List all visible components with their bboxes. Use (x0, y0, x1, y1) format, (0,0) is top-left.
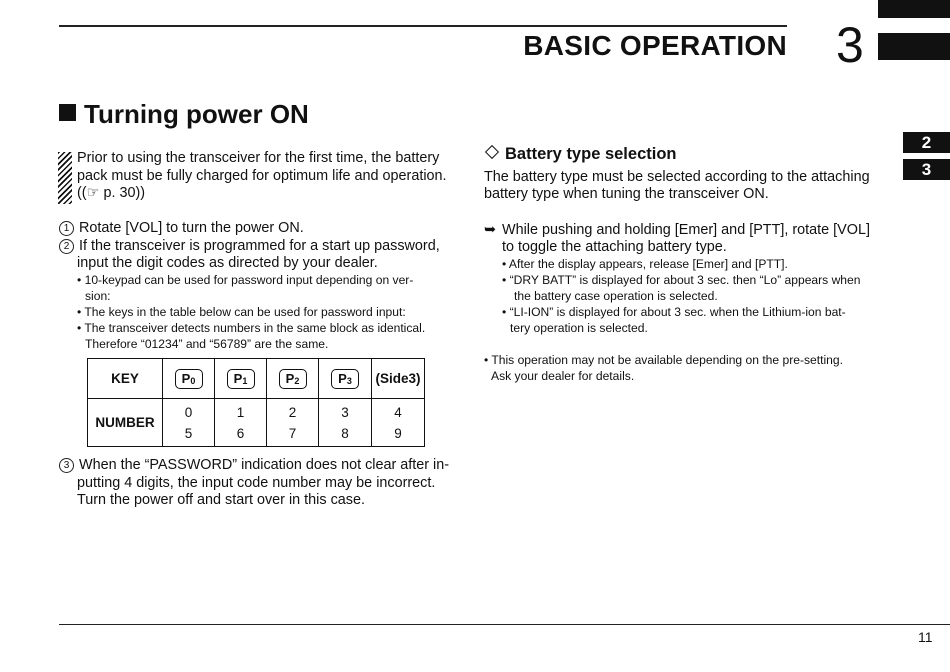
availability-note: Ask your dealer for details. (491, 369, 635, 383)
bullet-line: • The keys in the table below can be used for password input: (77, 305, 406, 319)
diamond-bullet-icon (485, 145, 499, 159)
bullet-line: Therefore “01234” and “56789” are the same. (85, 337, 329, 351)
step-number-icon: 1 (59, 221, 74, 236)
chapter-title: BASIC OPERATION (523, 30, 787, 61)
p0-key-icon: $P_0$ (175, 369, 203, 389)
step-1: 1 Rotate [VOL] to turn the power ON. (59, 220, 304, 238)
key-header: KEY (88, 359, 163, 399)
subsection-title: Battery type selection (484, 145, 676, 164)
section-title: Turning power ON (59, 99, 309, 130)
intro-line: battery type when tuning the transceiver ON. (484, 186, 769, 202)
availability-note: • This operation may not be available depending on the pre-setting. (484, 353, 843, 367)
header-rule (59, 25, 787, 27)
number-cell: 2 7 (267, 399, 319, 447)
instruction-continued: to toggle the attaching battery type. (502, 239, 727, 255)
footer-rule (59, 624, 950, 625)
p3-key-icon: $P_3$ (331, 369, 359, 389)
note-hatch-icon (58, 152, 72, 204)
number-cell: 4 9 (372, 399, 425, 447)
p1-key-icon: $P_1$ (227, 369, 255, 389)
note-line: Prior to using the transceiver for the first time, the battery (77, 150, 440, 166)
p2-key-icon: $P_2$ (279, 369, 307, 389)
corner-tab-bottom (878, 33, 950, 60)
step-3-continued: putting 4 digits, the input code number may be incorrect. (77, 475, 436, 491)
step-2: 2 If the transceiver is programmed for a start up password, (59, 238, 440, 256)
number-header: NUMBER (88, 399, 163, 447)
number-cell: 3 8 (319, 399, 372, 447)
bullet-line: sion: (85, 289, 111, 303)
sub-bullet: the battery case operation is selected. (514, 289, 718, 303)
sub-bullet: • “DRY BATT” is displayed for about 3 sec. then “Lo” appears when (502, 273, 861, 287)
intro-line: The battery type must be selected according to the attaching (484, 169, 870, 185)
sub-bullet: • After the display appears, release [Emer] and [PTT]. (502, 257, 788, 271)
bullet-line: • 10-keypad can be used for password input depending on ver- (77, 273, 414, 287)
step-3-continued: Turn the power off and start over in this case. (77, 492, 365, 508)
page-number: 11 (918, 629, 933, 645)
note-line: pack must be fully charged for optimum life and operation. (77, 168, 447, 184)
number-cell: 0 5 (163, 399, 215, 447)
step-2-continued: input the digit codes as directed by your dealer. (77, 255, 378, 271)
note-page-reference[interactable]: ((☞ p. 30)) (77, 185, 146, 201)
bullet-line: • The transceiver detects numbers in the same block as identical. (77, 321, 426, 335)
side3-key: (Side3) (372, 359, 425, 399)
sub-bullet: tery operation is selected. (510, 321, 648, 335)
step-3: 3 When the “PASSWORD” indication does not clear after in- (59, 457, 449, 475)
chapter-number: 3 (836, 17, 864, 73)
instruction: ➥ While pushing and holding [Emer] and [PTT], rotate [VOL] (484, 222, 870, 238)
side-tab-chapter-2[interactable]: 2 (903, 132, 950, 153)
side-tab-chapter-3[interactable]: 3 (903, 159, 950, 180)
step-number-icon: 2 (59, 239, 74, 254)
corner-tab-top (878, 0, 950, 18)
sub-bullet: • “LI-ION” is displayed for about 3 sec. when the Lithium-ion bat- (502, 305, 846, 319)
number-cell: 1 6 (215, 399, 267, 447)
step-number-icon: 3 (59, 458, 74, 473)
square-bullet-icon (59, 104, 76, 121)
password-key-table (87, 358, 425, 447)
arrow-icon: ➥ (484, 222, 497, 238)
